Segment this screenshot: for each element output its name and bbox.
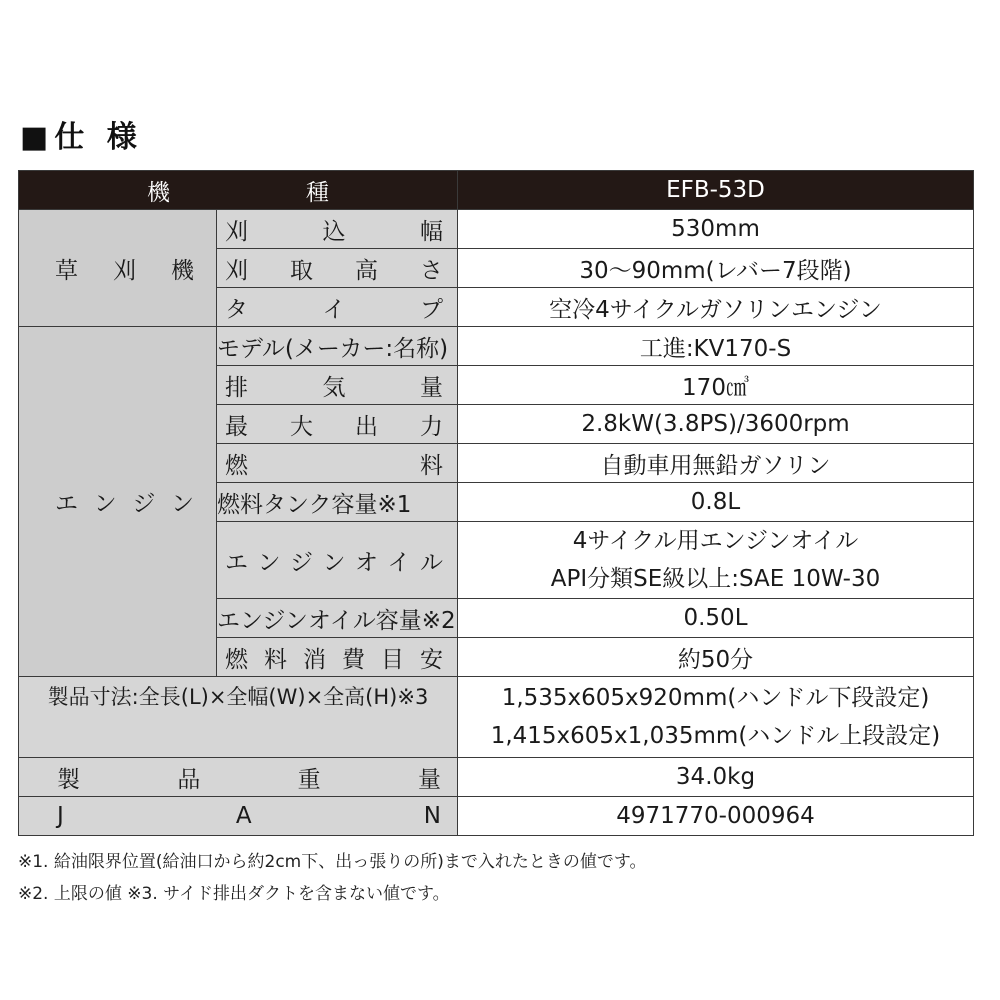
header-model-label: [19, 171, 458, 210]
table-row: [19, 327, 974, 366]
label-char: A: [235, 803, 252, 829]
label-char: 最: [225, 413, 248, 440]
label-char: 高: [355, 257, 378, 284]
label-char: 消: [303, 646, 326, 673]
header-label-2: 種: [306, 179, 329, 206]
label-char: J: [57, 803, 64, 829]
row-value-engine-oil: [458, 522, 974, 599]
row-label-max-output: [217, 405, 458, 444]
group-engine-char: エ: [55, 491, 78, 517]
row-label-engine-oil: [217, 522, 458, 599]
label-char: 燃: [225, 646, 248, 673]
engine-oil-line: 4サイクル用エンジンオイル: [572, 528, 859, 554]
row-label-cut-width: [217, 210, 458, 249]
label-char: 刈: [225, 218, 248, 245]
label-char: ン: [322, 549, 346, 576]
row-label-dimensions: 製品寸法:全長(L)×全幅(W)×全高(H)※3: [19, 677, 458, 758]
footnote-2: ※2. 上限の値 ※3. サイド排出ダクトを含まない値です。: [18, 884, 450, 904]
row-label-fuel: [217, 444, 458, 483]
group-mower: [19, 210, 217, 327]
label-char: イ: [322, 296, 346, 323]
label-char: 力: [420, 413, 443, 440]
row-label-model: モデル(メーカー:名称): [217, 327, 458, 366]
label-char: N: [423, 803, 441, 829]
row-label-fuel-consumption: [217, 638, 458, 677]
label-char: タ: [225, 296, 248, 323]
row-value-cut-width: 530mm: [458, 210, 974, 249]
table-row: [19, 210, 974, 249]
dimension-line: 1,535x605x920mm(ハンドル下段設定): [501, 685, 930, 711]
label-char: 大: [290, 413, 313, 440]
label-char: 料: [420, 452, 443, 479]
row-label-oil-capacity: エンジンオイル容量※2: [217, 599, 458, 638]
label-char: ン: [257, 549, 281, 576]
dimension-line: 1,415x605x1,035mm(ハンドル上段設定): [490, 723, 941, 749]
label-char: 幅: [420, 218, 443, 245]
label-char: 量: [417, 766, 441, 793]
row-value-displacement: 170㎤: [458, 366, 974, 405]
group-engine-char: ジ: [132, 491, 156, 517]
label-char: 費: [342, 646, 365, 673]
label-char: イ: [387, 549, 411, 576]
row-label-tank-capacity: 燃料タンク容量※1: [217, 483, 458, 522]
row-value-model: 工進:KV170-S: [458, 327, 974, 366]
row-value-fuel: 自動車用無鉛ガソリン: [458, 444, 974, 483]
label-char: 燃: [225, 452, 248, 479]
table-header-row: [19, 171, 974, 210]
label-char: オ: [355, 549, 378, 576]
label-char: 量: [420, 374, 443, 401]
spec-table: [18, 170, 974, 836]
engine-oil-line: API分類SE級以上:SAE 10W-30: [550, 566, 881, 592]
label-char: 出: [355, 413, 378, 440]
row-label-weight: [19, 758, 458, 797]
row-value-max-output: 2.8kW(3.8PS)/3600rpm: [458, 405, 974, 444]
label-char: 料: [264, 646, 287, 673]
label-char: さ: [420, 257, 443, 284]
group-mower-char: 機: [171, 257, 194, 284]
group-engine: [19, 327, 217, 677]
label-char: 込: [322, 218, 346, 245]
label-char: エ: [225, 549, 248, 576]
page-title: ■仕 様: [20, 120, 143, 155]
table-row: [19, 758, 974, 797]
row-value-weight: 34.0kg: [458, 758, 974, 797]
label-char: 品: [177, 766, 201, 793]
label-char: 重: [297, 766, 321, 793]
group-mower-char: 草: [55, 257, 78, 284]
row-value-jan: 4971770-000964: [458, 797, 974, 836]
label-char: ル: [420, 549, 443, 576]
label-char: 安: [420, 646, 443, 673]
row-value-type: 空冷4サイクルガソリンエンジン: [458, 288, 974, 327]
label-char: 気: [322, 374, 346, 401]
row-value-oil-capacity: 0.50L: [458, 599, 974, 638]
footnote-1: ※1. 給油限界位置(給油口から約2cm下、出っ張りの所)まで入れたときの値です。: [18, 852, 647, 872]
table-row: [19, 677, 974, 758]
row-value-dimensions: [458, 677, 974, 758]
row-label-type: [217, 288, 458, 327]
label-char: 目: [381, 646, 404, 673]
group-engine-char: ン: [170, 491, 194, 517]
label-char: 排: [225, 374, 248, 401]
row-value-fuel-consumption: 約50分: [458, 638, 974, 677]
label-char: ジ: [290, 549, 313, 576]
row-value-cut-height: 30〜90mm(レバー7段階): [458, 249, 974, 288]
group-engine-char: ン: [93, 491, 117, 517]
header-label-1: 機: [147, 179, 170, 206]
header-model-value: EFB-53D: [458, 171, 974, 210]
label-char: 製: [57, 766, 80, 793]
row-label-displacement: [217, 366, 458, 405]
label-char: プ: [420, 296, 443, 323]
row-value-tank-capacity: 0.8L: [458, 483, 974, 522]
row-label-cut-height: [217, 249, 458, 288]
label-char: 刈: [225, 257, 248, 284]
footnotes: [18, 846, 647, 910]
row-label-jan: [19, 797, 458, 836]
table-row: [19, 797, 974, 836]
group-mower-char: 刈: [113, 257, 136, 284]
label-char: 取: [290, 257, 313, 284]
